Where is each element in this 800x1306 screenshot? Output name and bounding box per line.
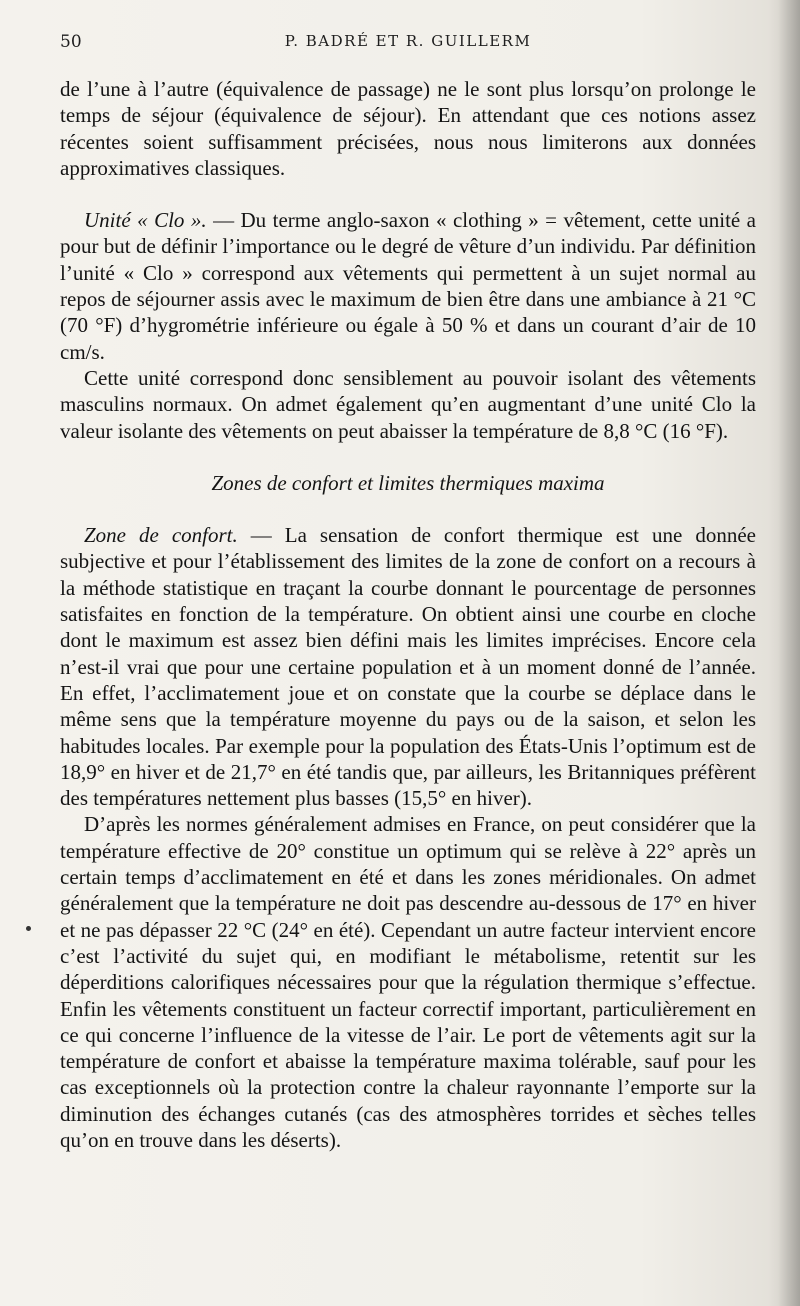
paragraph-spacer [60, 496, 756, 522]
paragraph-zone-confort-text: — La sensation de confort thermique est une donnée subjective et pour l’établissement des limites de la zone de confort on a recours à la méthode statistique en traçant la courbe donnant le pourcentage de personnes satisfaites en fonction de la température. On obtient ainsi une courbe en cloche dont le maximum est assez bien défini mais les limites imprécises. Encore cela n’est-il vrai que pour une certaine population et à un moment donné de l’année. En effet, l’acclimatement joue et on constate que la courbe se déplace dans le même sens que la température moyenne du pays ou de la saison, et selon les habitudes locales. Par exemple pour la population des États-Unis l’optimum est de 18,9° en hiver et de 21,7° en été tandis que, par ailleurs, les Britanniques préfèrent des températures nettement plus basses (15,5° en hiver). [60, 523, 756, 811]
body-text [60, 76, 756, 1153]
paragraph-clo-isolation: Cette unité correspond donc sensiblement au pouvoir isolant des vêtements masculins normaux. On admet également qu’en augmentant d’une unité Clo la valeur isolante des vêtements on peut abaisser la température de 8,8 °C (16 °F). [60, 365, 756, 443]
running-head: P. BADRÉ ET R. GUILLERM [284, 32, 532, 50]
paragraph-spacer [60, 181, 756, 207]
paragraph-spacer [60, 444, 756, 470]
section-heading: Zones de confort et limites thermiques maxima [211, 470, 605, 495]
paragraph-zone-confort [60, 522, 756, 811]
print-speck [26, 926, 31, 931]
paragraph-unite-clo [60, 207, 756, 365]
paragraph-unite-clo-text: — Du terme anglo-saxon « clothing » = vêtement, cette unité a pour but de définir l’importance ou le degré de vêture d’un individu. Par définition l’unité « Clo » correspond aux vêtements qui permettent à un sujet normal au repos de séjourner assis avec le maximum de bien être dans une ambiance à 21 °C (70 °F) d’hygrométrie inférieure ou égale à 50 % et dans un courant d’air de 10 cm/s. [60, 208, 756, 364]
page-number: 50 [60, 32, 82, 52]
run-in-heading-zone-confort: Zone de confort. [84, 523, 238, 548]
paragraph-normes-france: D’après les normes généralement admises en France, on peut considérer que la température effective de 20° constitue un optimum qui se relève à 22° après un certain temps d’acclimatement en été et dans les zones méridionales. On admet généralement que la température ne doit pas descendre au-dessous de 17° en hiver et ne pas dépasser 22 °C (24° en été). Cependant un autre facteur intervient encore c’est l’activité du sujet qui, en modifiant le métabolisme, retentit sur les déperditions calorifiques nécessaires pour que la régulation thermique s’effectue. Enfin les vêtements constituent un facteur correctif important, particulièrement en ce qui concerne l’influence de la vitesse de l’air. Le port de vêtements agit sur la température de confort et abaisse la température maxima tolérable, sauf pour les cas exceptionnels où la protection contre la chaleur rayonnante l’emporte sur la diminution des échanges cutanés (cas des atmosphères torrides et sèches telles qu’on en trouve dans les déserts). [60, 812, 756, 1152]
paragraph-continuation: de l’une à l’autre (équivalence de passage) ne le sont plus lorsqu’on prolonge le temps de séjour (équivalence de séjour). En attendant que ces notions assez récentes soient suffisamment précisées, nous nous limiterons aux données approximatives classiques. [60, 77, 756, 180]
binding-shadow [778, 0, 800, 1306]
page-header [60, 32, 756, 62]
run-in-heading-unite-clo: Unité « Clo ». [84, 208, 207, 233]
